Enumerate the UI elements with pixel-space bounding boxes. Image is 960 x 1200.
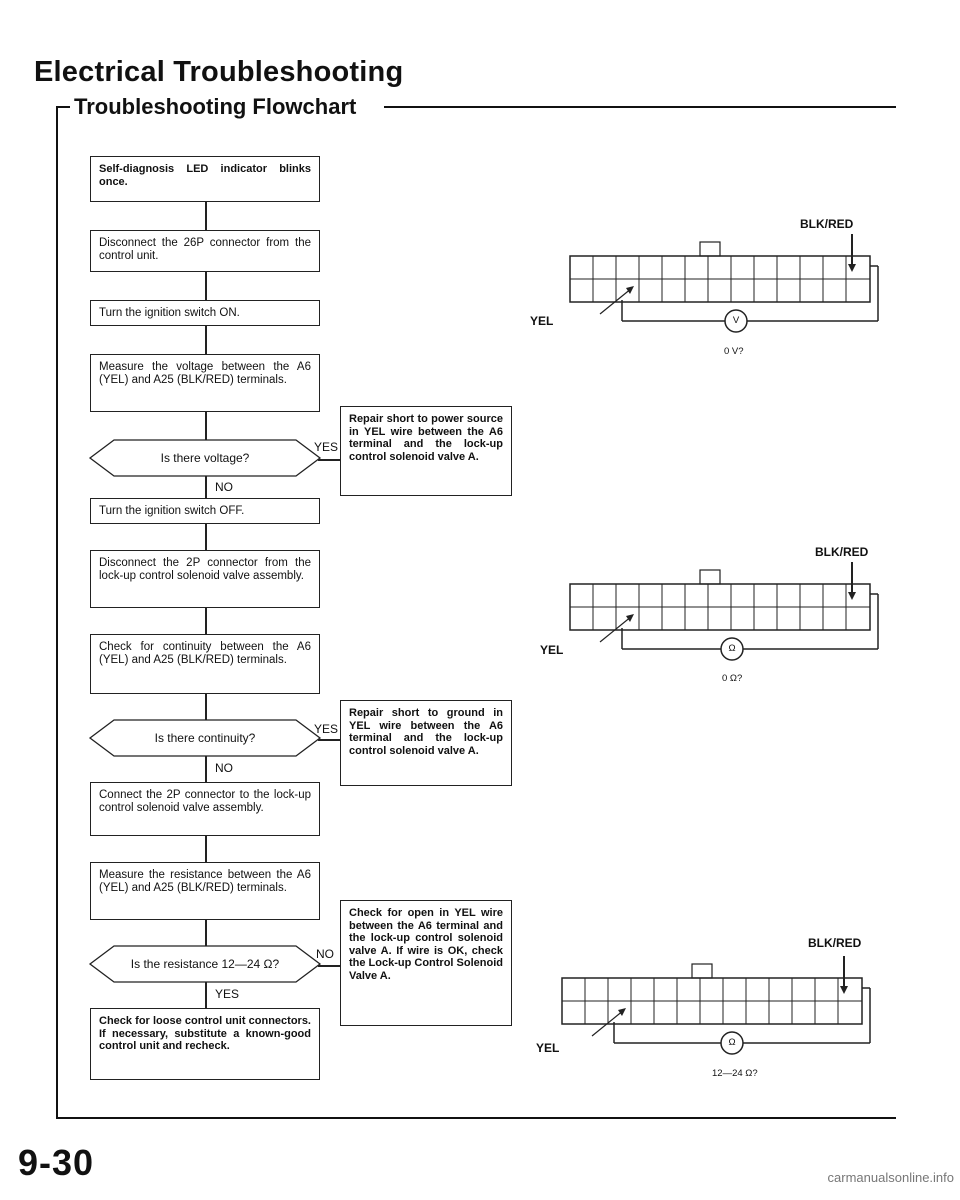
wire-label-bottom: YEL (540, 643, 564, 657)
meter-reading: 0 Ω? (722, 673, 743, 684)
connector-26p-icon (552, 958, 872, 1058)
no-label-3: NO (316, 947, 334, 961)
side-box-repair-ground: Repair short to ground in YEL wire between the A6 terminal and the lock-up control solenoid valve A. (340, 700, 512, 786)
wire-label-bottom: YEL (530, 314, 554, 328)
meter-symbol: Ω (728, 643, 736, 654)
section-subtitle: Troubleshooting Flowchart (74, 94, 357, 119)
yes-label-2: YES (314, 722, 339, 736)
wire-label-bottom: YEL (536, 1041, 560, 1055)
yes-label-3: YES (215, 987, 240, 1001)
flow-step-1: Self-diagnosis LED indicator blinks once. (90, 156, 320, 202)
side-box-repair-power: Repair short to power source in YEL wire between the A6 terminal and the lock-up control solenoid valve A. (340, 406, 512, 496)
left-margin-rule (56, 106, 58, 1118)
flow-step-4: Measure the voltage between the A6 (YEL) and A25 (BLK/RED) terminals. (90, 354, 320, 412)
meter-symbol: Ω (728, 1037, 736, 1048)
decision-text-1: Is there voltage? (160, 451, 250, 465)
connector-26p-icon (560, 236, 880, 336)
watermark: carmanualsonline.info (827, 1170, 954, 1185)
flow-step-10: Check for loose control unit connectors. If necessary, substitute a known-good control unit and recheck. (90, 1008, 320, 1080)
bottom-rule (56, 1117, 896, 1119)
header-rule-right (384, 106, 896, 108)
wire-label-top: BLK/RED (800, 217, 854, 231)
flow-step-9: Measure the resistance between the A6 (YEL) and A25 (BLK/RED) terminals. (90, 862, 320, 920)
header-rule-left (56, 106, 70, 108)
meter-reading: 12—24 Ω? (712, 1068, 758, 1079)
decision-text-3: Is the resistance 12—24 Ω? (130, 957, 280, 971)
page-number: 9-30 (18, 1142, 95, 1183)
page-title: Electrical Troubleshooting (34, 56, 404, 88)
flow-step-2: Disconnect the 26P connector from the control unit. (90, 230, 320, 272)
side-box-check-open: Check for open in YEL wire between the A6 terminal and the lock-up control solenoid valve A. If wire is OK, check the Lock-up Control Solenoid Valve A. (340, 900, 512, 1026)
flow-step-8: Connect the 2P connector to the lock-up control solenoid valve assembly. (90, 782, 320, 836)
no-label-1: NO (215, 480, 233, 494)
meter-reading: 0 V? (724, 346, 744, 357)
yes-label-1: YES (314, 440, 339, 454)
wire-label-top: BLK/RED (808, 936, 862, 950)
decision-text-2: Is there continuity? (154, 731, 256, 745)
flow-step-5: Turn the ignition switch OFF. (90, 498, 320, 524)
meter-symbol: V (732, 315, 740, 326)
flow-step-6: Disconnect the 2P connector from the lock-up control solenoid valve assembly. (90, 550, 320, 608)
flow-step-7: Check for continuity between the A6 (YEL) and A25 (BLK/RED) terminals. (90, 634, 320, 694)
connector-26p-icon (560, 564, 880, 664)
flow-step-3: Turn the ignition switch ON. (90, 300, 320, 326)
no-label-2: NO (215, 761, 233, 775)
wire-label-top: BLK/RED (815, 545, 869, 559)
